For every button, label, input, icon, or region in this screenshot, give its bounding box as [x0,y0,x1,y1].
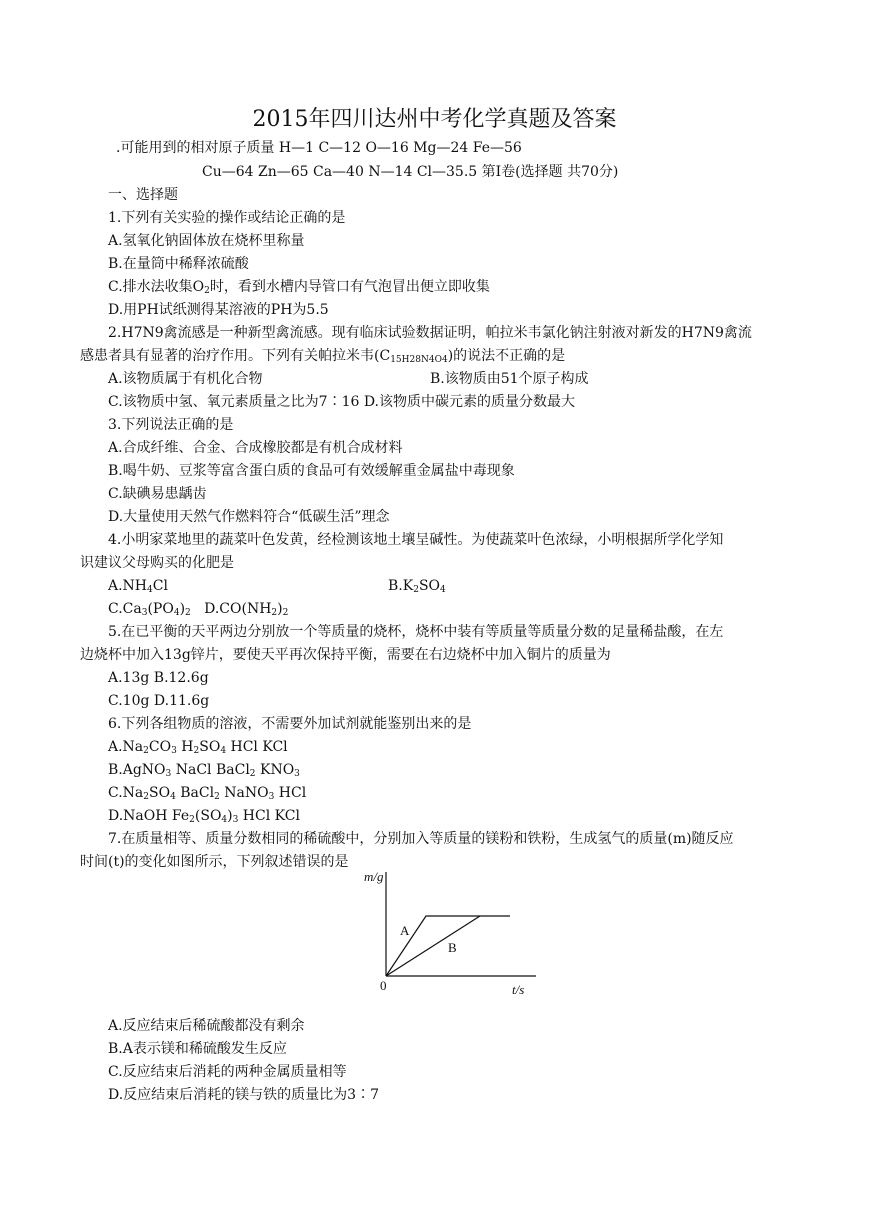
question-6-option-b: B.AgNO$_3$ NaCl BaCl$_2$ $KNO_3$ [108,762,300,779]
question-2-stem-line-1: 2.H7N9禽流感是一种新型禽流感。现有临床试验数据证明，帕拉米韦氯化钠注射液对新发的H7N9禽流 [108,325,752,341]
graph-label-a: A [400,923,410,938]
section-heading: 一、选择题 [108,187,178,203]
atomic-masses-line-2: Cu—64 Zn—65 Ca—40 N—14 Cl—35.5 第Ⅰ卷(选择题 共70分) [202,164,619,180]
question-2-option-a: A.该物质属于有机化合物 [108,371,263,387]
question-4-option-cd: $C.Ca_3(PO_4)_2$ $D.CO(NH_2)_2$ [108,601,289,618]
question-4-option-a: $A.NH_4Cl$ [108,578,168,595]
graph-y-label: m/g [364,869,384,884]
graph-x-label: t/s [512,982,525,997]
question-3-option-a: A.合成纤维、合金、合成橡胶都是有机合成材料 [108,440,403,456]
question-7-option-d: D.反应结束后消耗的镁与铁的质量比为3∶7 [108,1087,379,1103]
question-2-stem-line-2: 感患者具有显著的治疗作用。下列有关帕拉米韦$(C_{15H28N4O4})$的说法不正确的是 [80,348,566,365]
question-4-stem-line-2: 识建议父母购买的化肥是 [80,555,234,571]
graph-label-b: B [448,940,457,955]
question-5-stem-line-2: 边烧杯中加入13g锌片，要使天平再次保持平衡，需要在右边烧杯中加入铜片的质量为 [80,647,611,663]
question-1-option-b: B.在量筒中稀释浓硫酸 [108,256,249,272]
question-3-option-b: B.喝牛奶、豆浆等富含蛋白质的食品可有效缓解重金属盐中毒现象 [108,463,515,479]
question-4-stem-line-1: 4.小明家菜地里的蔬菜叶色发黄，经检测该地土壤呈碱性。为使蔬菜叶色浓绿，小明根据所学化学知 [108,532,724,548]
question-6-option-d: D.NaOH $Fe_2(SO_4)_3$ HCl KCl [108,808,300,825]
question-6-stem: 6.下列各组物质的溶液，不需要外加试剂就能鉴别出来的是 [108,716,472,732]
question-5-option-ab: A.13g B.12.6g [108,670,209,686]
graph-origin-label: 0 [380,978,387,993]
atomic-masses-line-1: .可能用到的相对原子质量 H—1 C—12 O—16 Mg—24 Fe—56 [116,140,522,156]
question-7-option-b: B.A表示镁和稀硫酸发生反应 [108,1041,287,1057]
question-6-option-c: $C.Na_2SO_4$ BaCl$_2$ NaNO$_3$ HCl [108,785,307,802]
reaction-graph [350,864,540,1000]
question-1-option-d: D.用PH试纸测得某溶液的PH为5.5 [108,302,329,318]
question-1-stem: 1.下列有关实验的操作或结论正确的是 [108,210,346,226]
question-7-option-c: C.反应结束后消耗的两种金属质量相等 [108,1064,347,1080]
question-7-stem-line-1: 7.在质量相等、质量分数相同的稀硫酸中，分别加入等质量的镁粉和铁粉，生成氢气的质量(m)随反应 [108,831,734,847]
question-5-stem-line-1: 5.在已平衡的天平两边分别放一个等质量的烧杯，烧杯中装有等质量等质量分数的足量稀盐酸，在左 [108,624,724,640]
question-7-stem-line-2: 时间(t)的变化如图所示，下列叙述错误的是 [80,854,349,870]
question-3-option-d: D.大量使用天然气作燃料符合“低碳生活”理念 [108,509,390,525]
question-2-option-cd: C.该物质中氢、氧元素质量之比为7∶16 D.该物质中碳元素的质量分数最大 [108,394,576,410]
question-1-option-a: A.氢氧化钠固体放在烧杯里称量 [108,233,305,249]
question-4-option-b: $B.K_2SO_4$ [388,578,446,595]
question-3-stem: 3.下列说法正确的是 [108,417,234,433]
question-3-option-c: C.缺碘易患龋齿 [108,486,207,502]
question-7-option-a: A.反应结束后稀硫酸都没有剩余 [108,1018,305,1034]
page-title: 2015年四川达州中考化学真题及答案 [252,107,617,132]
question-6-option-a: $A.Na_2CO_3$ $H_2SO_4$ HCl KCl [108,739,288,756]
question-5-option-cd: C.10g D.11.6g [108,693,210,709]
question-2-option-b: B.该物质由51个原子构成 [430,371,589,387]
question-1-option-c: C.排水法收集$O_2$时，看到水槽内导管口有气泡冒出便立即收集 [108,279,490,296]
